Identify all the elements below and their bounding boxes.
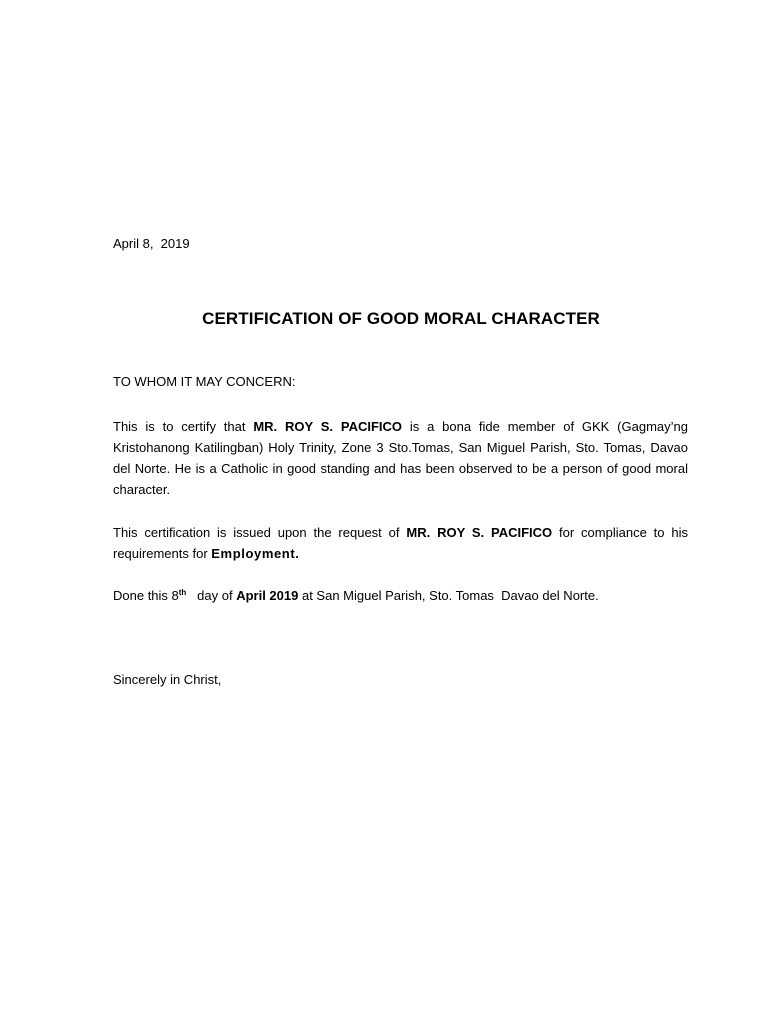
request-paragraph <box>113 522 688 564</box>
letter-date: April 8, 2019 <box>113 236 190 251</box>
salutation: TO WHOM IT MAY CONCERN: <box>113 374 296 389</box>
document-title: CERTIFICATION OF GOOD MORAL CHARACTER <box>202 309 600 328</box>
paragraph-text: is a bona fide member of GKK (Gagmay’ng Kristohanong Katilingban) Holy Trinity, Zone 3 Sto.Tomas, San Miguel Parish, Sto. Tomas, Davao del Norte. He is a Catholic in good standing and has been observed to be a person of good moral character. <box>113 419 688 497</box>
paragraph-text: Done this 8 <box>113 588 179 603</box>
closing: Sincerely in Christ, <box>113 672 222 687</box>
issue-month-year: April 2019 <box>236 588 299 603</box>
requester-name: MR. ROY S. PACIFICO <box>406 525 553 540</box>
purpose: Employment. <box>211 546 300 561</box>
day-ordinal-suffix: th <box>178 588 187 597</box>
paragraph-text: This is to certify that <box>113 419 254 434</box>
member-name: MR. ROY S. PACIFICO <box>253 419 403 434</box>
paragraph-text: day of <box>186 588 237 603</box>
issuance-paragraph <box>113 585 688 606</box>
paragraph-text: This certification is issued upon the request of <box>113 525 407 540</box>
certification-paragraph <box>113 416 688 500</box>
paragraph-text: at San Miguel Parish, Sto. Tomas Davao del Norte. <box>298 588 599 603</box>
paragraph-text: for compliance to his requirements for <box>113 525 688 561</box>
